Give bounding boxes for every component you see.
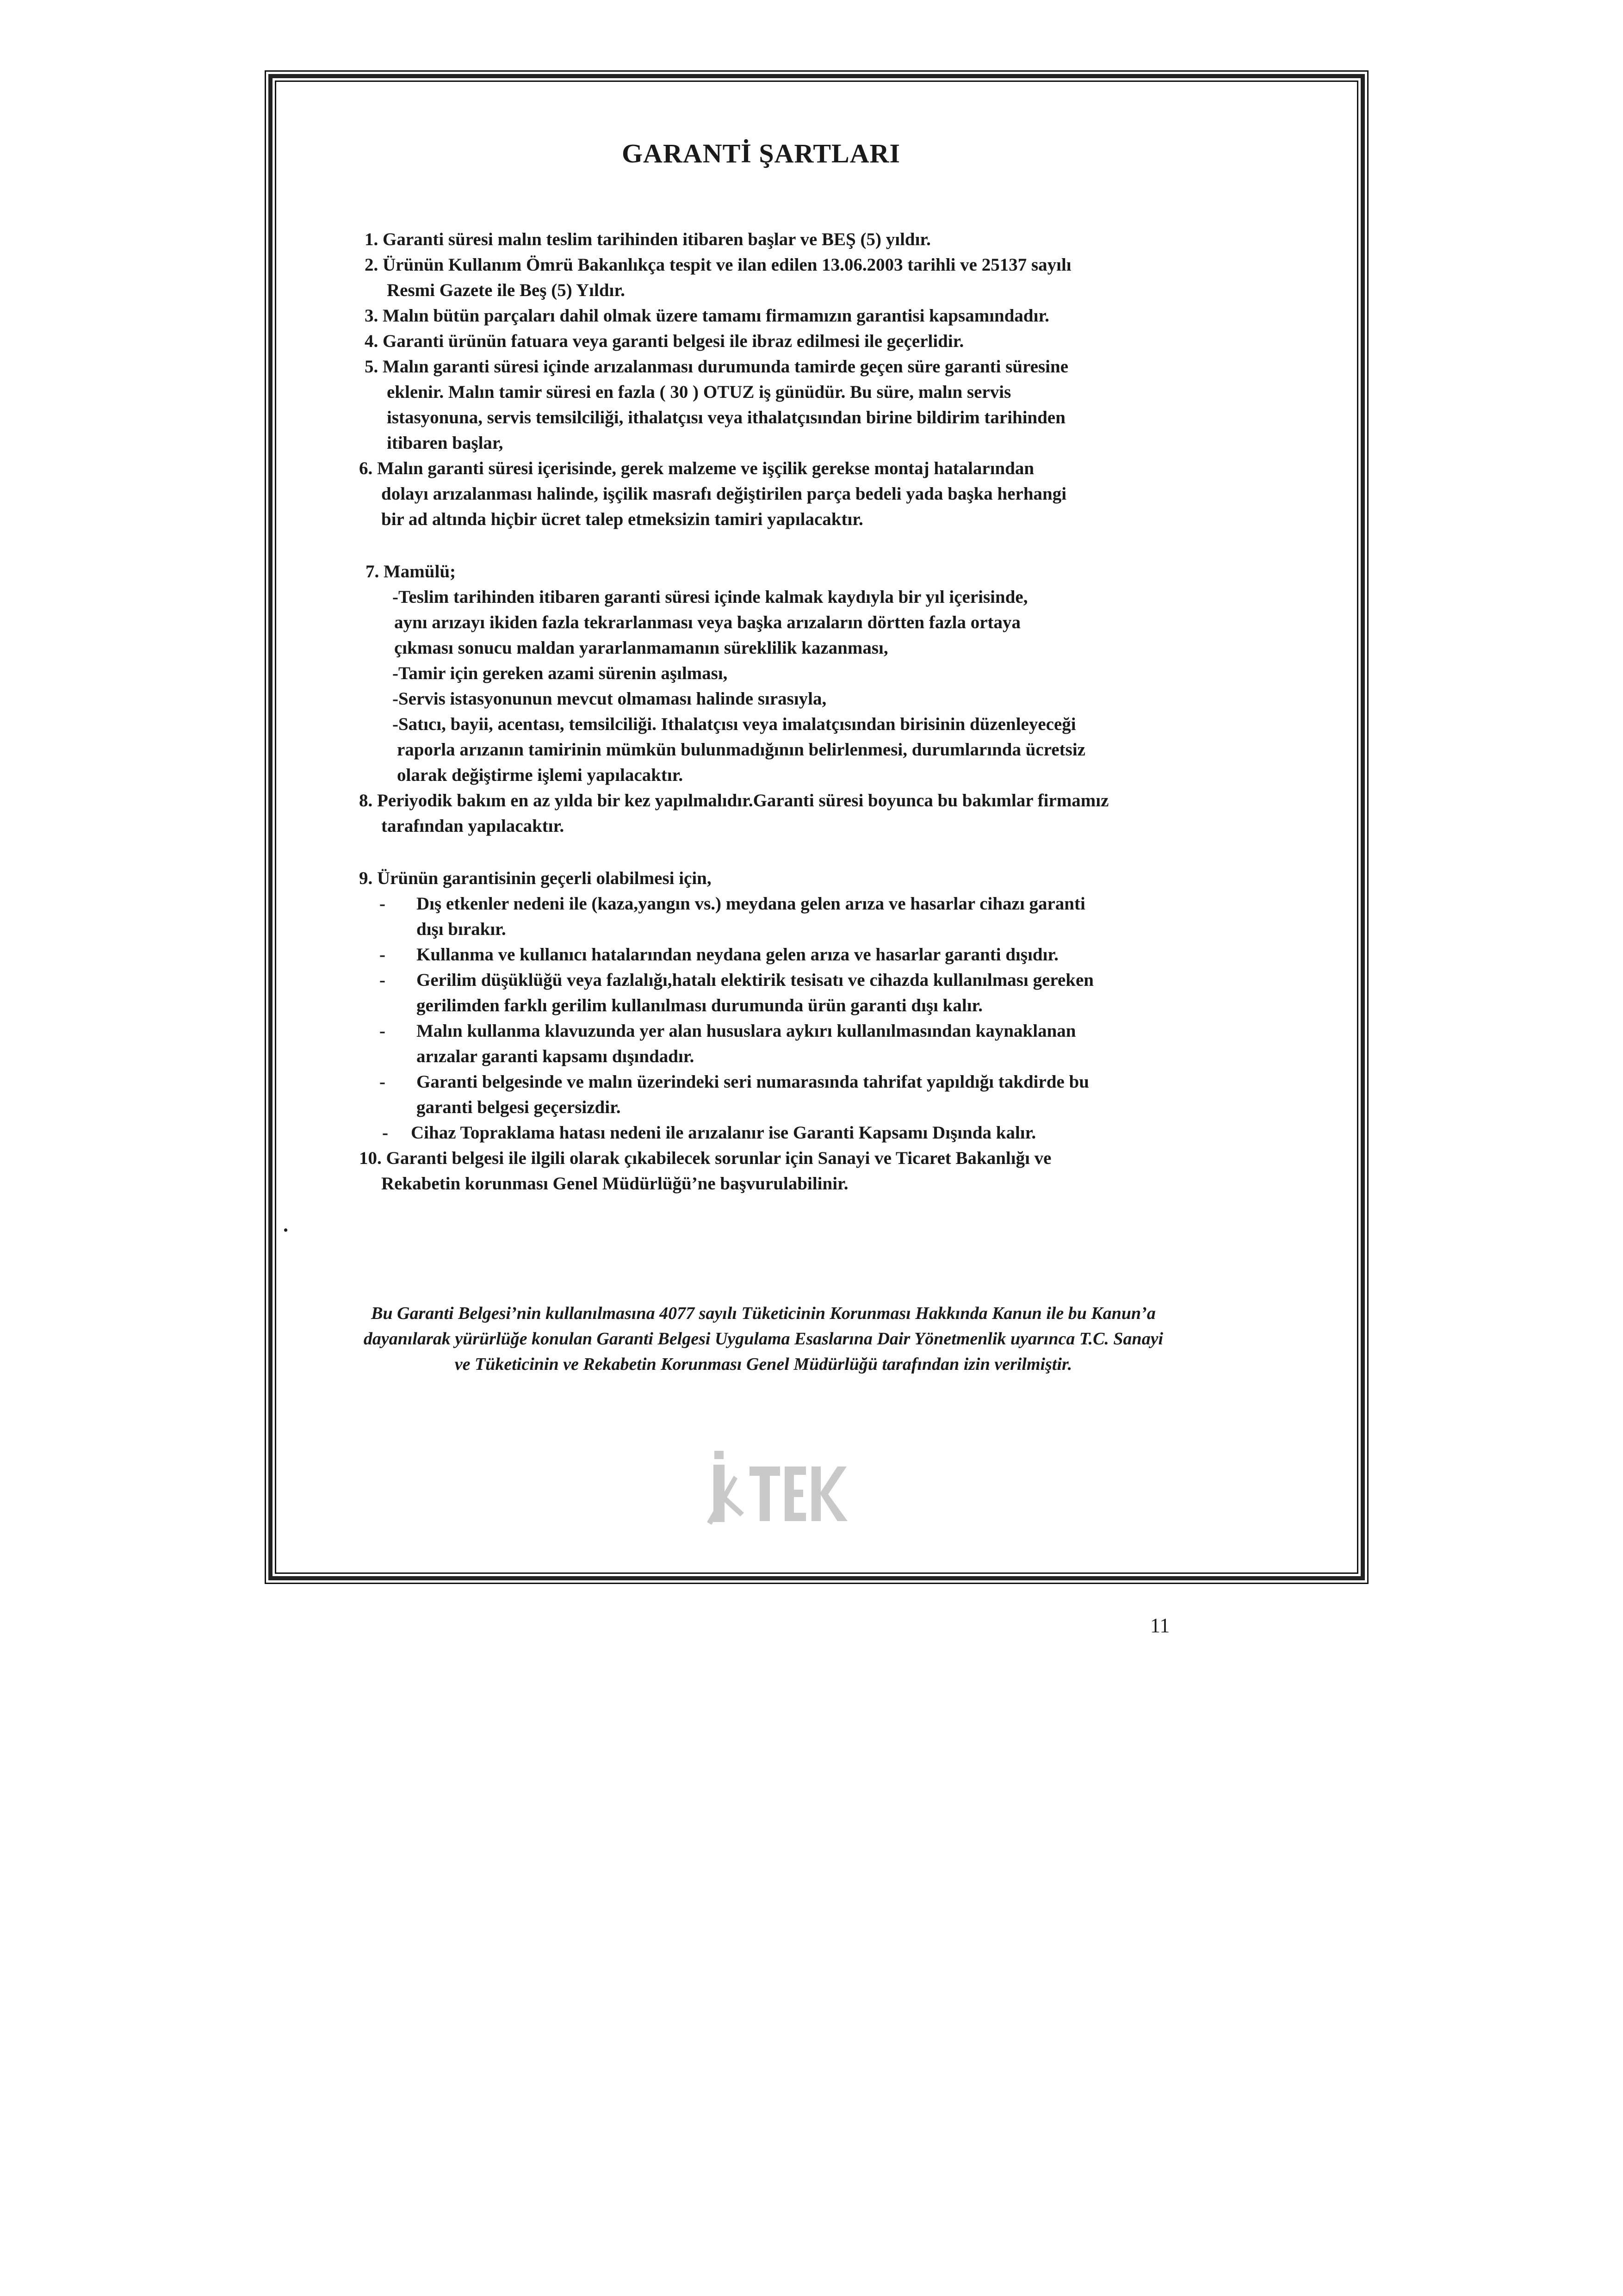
term-9-item-cont: garanti belgesi geçersizdir.	[416, 1097, 621, 1117]
term-9-item: Malın kullanma klavuzunda yer alan hususlara aykırı kullanılmasından kaynaklanan	[416, 1021, 1076, 1041]
term-8: 8. Periyodik bakım en az yılda bir kez yapılmalıdır.Garanti süresi boyunca bu bakımlar firmamız	[359, 791, 1109, 811]
term-7-item: -Satıcı, bayii, acentası, temsilciliği. Ithalatçısı veya imalatçısından birisinin düzenleyeceği	[392, 714, 1076, 734]
term-9-dash: -	[382, 1123, 388, 1143]
term-7-item: -Teslim tarihinden itibaren garanti süresi içinde kalmak kaydıyla bir yıl içerisinde,	[392, 587, 1028, 607]
page-number: 11	[1150, 1614, 1170, 1637]
term-7-item-cont: raporla arızanın tamirinin mümkün bulunmadığının belirlenmesi, durumlarında ücretsiz	[397, 740, 1085, 760]
term-5-cont: itibaren başlar,	[387, 433, 503, 453]
footer-approval-note	[296, 1301, 1231, 1377]
footer-line: dayanılarak yürürlüğe konulan Garanti Belgesi Uygulama Esaslarına Dair Yönetmenlik uyarınca T.C. Sanayi	[363, 1329, 1164, 1349]
footer-line: ve Tüketicinin ve Rekabetin Korunması Genel Müdürlüğü tarafından izin verilmiştir.	[454, 1355, 1072, 1374]
term-9-dash: -	[379, 1021, 385, 1041]
term-7-item: -Servis istasyonunun mevcut olmaması halinde sırasıyla,	[392, 689, 827, 709]
term-9-item: Kullanma ve kullanıcı hatalarından neydana gelen arıza ve hasarlar garanti dışıdır.	[416, 945, 1059, 965]
term-5-cont: istasyonuna, servis temsilciliği, ithalatçısı veya ithalatçısından birine bildirim tarihinden	[387, 408, 1065, 427]
term-7: 7. Mamülü;	[365, 562, 456, 582]
document-title: GARANTİ ŞARTLARI	[621, 138, 901, 168]
term-9-item: Dış etkenler nedeni ile (kaza,yangın vs.) meydana gelen arıza ve hasarlar cihazı garanti	[416, 894, 1085, 914]
term-9-item: Cihaz Topraklama hatası nedeni ile arızalanır ise Garanti Kapsamı Dışında kalır.	[411, 1123, 1036, 1143]
term-9-dash: -	[379, 945, 385, 965]
term-6-cont: dolayı arızalanması halinde, işçilik masrafı değiştirilen parça bedeli yada başka herhangi	[381, 484, 1067, 504]
term-7-item-cont: olarak değiştirme işlemi yapılacaktır.	[397, 765, 683, 785]
term-10: 10. Garanti belgesi ile ilgili olarak çıkabilecek sorunlar için Sanayi ve Ticaret Bakanlığı ve	[359, 1148, 1052, 1168]
stray-mark: .	[283, 1213, 288, 1236]
term-5-cont: eklenir. Malın tamir süresi en fazla ( 30 ) OTUZ iş günüdür. Bu süre, malın servis	[387, 382, 1011, 402]
term-9-item-cont: dışı bırakır.	[416, 919, 506, 939]
company-logo-graphic	[707, 1448, 855, 1531]
term-9-dash: -	[379, 1072, 385, 1092]
term-9-item: Gerilim düşüklüğü veya fazlalığı,hatalı elektirik tesisatı ve cihazda kullanılması gereken	[416, 970, 1094, 990]
term-10-cont: Rekabetin korunması Genel Müdürlüğü’ne başvurulabilinir.	[381, 1174, 849, 1194]
term-9-dash: -	[379, 970, 385, 990]
term-2-cont: Resmi Gazete ile Beş (5) Yıldır.	[387, 280, 625, 300]
term-9-item: Garanti belgesinde ve malın üzerindeki seri numarasında tahrifat yapıldığı takdirde bu	[416, 1072, 1089, 1092]
term-8-cont: tarafından yapılacaktır.	[381, 816, 564, 836]
term-3: 3. Malın bütün parçaları dahil olmak üzere tamamı firmamızın garantisi kapsamındadır.	[365, 306, 1049, 326]
term-5: 5. Malın garanti süresi içinde arızalanması durumunda tamirde geçen süre garanti süresine	[365, 357, 1069, 377]
company-logo	[707, 1448, 855, 1531]
term-1: 1. Garanti süresi malın teslim tarihinden itibaren başlar ve BEŞ (5) yıldır.	[365, 229, 931, 249]
term-9-item-cont: arızalar garanti kapsamı dışındadır.	[416, 1046, 694, 1066]
term-9-item-cont: gerilimden farklı gerilim kullanılması durumunda ürün garanti dışı kalır.	[416, 996, 983, 1015]
term-9: 9. Ürünün garantisinin geçerli olabilmesi için,	[359, 868, 712, 888]
term-6: 6. Malın garanti süresi içerisinde, gerek malzeme ve işçilik gerekse montaj hatalarından	[359, 458, 1035, 478]
term-9-dash: -	[379, 894, 385, 914]
term-7-item-cont: çıkması sonucu maldan yararlanmamanın süreklilik kazanması,	[394, 638, 888, 658]
term-6-cont: bir ad altında hiçbir ücret talep etmeksizin tamiri yapılacaktır.	[381, 509, 863, 529]
term-2: 2. Ürünün Kullanım Ömrü Bakanlıkça tespit ve ilan edilen 13.06.2003 tarihli ve 25137 sayılı	[365, 255, 1072, 275]
term-7-item-cont: aynı arızayı ikiden fazla tekrarlanması veya başka arızaların dörtten fazla ortaya	[394, 613, 1021, 632]
footer-line: Bu Garanti Belgesi’nin kullanılmasına 4077 sayılı Tüketicinin Korunması Hakkında Kanun ile bu Kanun’a	[371, 1304, 1156, 1323]
term-4: 4. Garanti ürünün fatuara veya garanti belgesi ile ibraz edilmesi ile geçerlidir.	[365, 331, 964, 351]
term-7-item: -Tamir için gereken azami sürenin aşılması,	[392, 663, 728, 683]
